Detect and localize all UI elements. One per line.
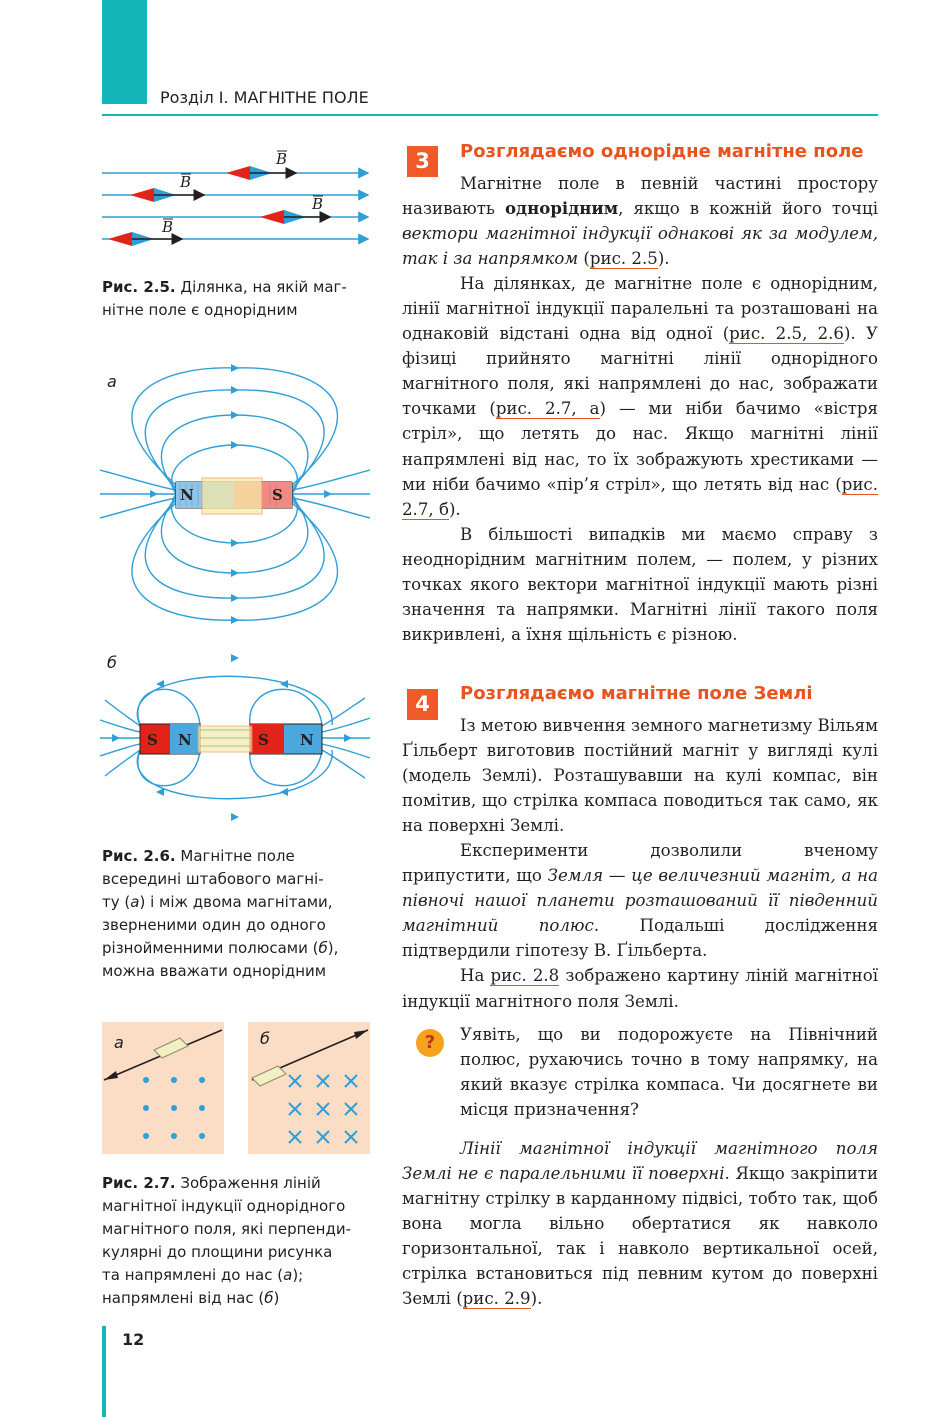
- figure-label-b: б: [260, 1029, 270, 1048]
- pole-label-n: N: [300, 731, 314, 749]
- paragraph: На рис. 2.8 зображено картину ліній магнітної індукції магнітного поля Землі.: [402, 966, 879, 1011]
- pole-label-s: S: [258, 731, 269, 749]
- pole-label-n: N: [178, 731, 192, 749]
- question-icon: ?: [416, 1029, 444, 1057]
- section-4-body: [402, 713, 878, 1014]
- section-3-title: Розглядаємо однорідне магнітне поле: [460, 141, 864, 162]
- caption-number: Рис. 2.5.: [102, 278, 176, 296]
- caption-number: Рис. 2.6.: [102, 847, 176, 865]
- figure-2-7-caption: Рис. 2.7. Зображення ліній магнітної індукції однорідного магнітного поля, які перпенди- кулярні до площини рисунка та напрямлені до нас (а); напрямлені від нас (б): [102, 1174, 351, 1307]
- figure-2-5-caption: Рис. 2.5. Ділянка, на якій маг- нітне поле є однорідним: [102, 278, 347, 319]
- vector-label: B: [162, 218, 174, 236]
- caption-number: Рис. 2.7.: [102, 1174, 176, 1192]
- figure-2-7: [102, 1022, 372, 1154]
- paragraph: Магнітне поле в певній частині простору називають однорідним, якщо в кожній його точці вектори магнітної індукції однакові як за модулем, так і за напрямком (рис. 2.5).: [402, 174, 879, 269]
- section-3-body: [402, 171, 878, 647]
- section-4-title: Розглядаємо магнітне поле Землі: [460, 683, 813, 704]
- pole-label-s: S: [272, 486, 283, 504]
- figure-label-a: а: [114, 1033, 124, 1052]
- section-4-number: 4: [407, 689, 438, 720]
- paragraph: Із метою вивчення земного магнетизму Вільям Ґільберт виготовив постійний магніт у вигляді кулі (модель Землі). Розташувавши на кулі компас, він помітив, що стрілка компаса поводиться так само, як на поверхні Землі.: [402, 716, 878, 836]
- compass-needle-2: [130, 188, 204, 202]
- figure-reference-link[interactable]: рис. 2.5: [589, 249, 658, 269]
- chapter-header: Розділ І. МАГНІТНЕ ПОЛЕ: [160, 88, 369, 107]
- figure-label-a: а: [107, 372, 117, 391]
- figure-2-6-caption: Рис. 2.6. Магнітне поле всередині штабового магні- ту (а) і між двома магнітами, зверненими один до одного різнойменними полюсами (б), можна вважати однорідним: [102, 847, 339, 980]
- header-rule: [102, 114, 878, 116]
- compass-needle-1: [226, 166, 296, 180]
- paragraph: В більшості випадків ми маємо справу з неоднорідним магнітним полем, — полем, у різних точках якого вектори магнітної індукції мають різні значення та напрямки. Магнітні лінії такого поля викривлені, а їхня щільність є різною.: [402, 524, 878, 644]
- figure-label-b: б: [107, 653, 117, 672]
- vector-label: B: [312, 195, 324, 213]
- figure-reference-link[interactable]: рис. 2.7, б: [402, 474, 878, 519]
- page-number-bar: [102, 1326, 106, 1417]
- paragraph: Лінії магнітної індукції магнітного поля Землі не є паралельними її поверхні. Якщо закріпити магнітну стрілку в карданному підвісі, тобто так, щоб вона могла вільно обертатися як навколо горизонтальної, так і навколо вертикальної осей, стрілка встановиться під певним кутом до поверхні Землі (рис. 2.9).: [402, 1139, 878, 1309]
- section-4-body-continued: [402, 1136, 878, 1311]
- figure-2-6b: [100, 640, 370, 835]
- figure-2-6a: [100, 360, 370, 630]
- figure-reference-link[interactable]: рис. 2.5, 2.6: [729, 324, 844, 344]
- vector-label: B: [180, 173, 192, 191]
- figure-reference-link[interactable]: рис. 2.7, а: [495, 399, 600, 419]
- figure-reference-link[interactable]: рис. 2.8: [490, 966, 560, 986]
- pole-label-n: N: [180, 486, 194, 504]
- figure-reference-link[interactable]: рис. 2.9: [462, 1289, 531, 1309]
- paragraph: Експерименти дозволили вченому припустити, що Земля — це величезний магніт, а на півночі нашої планети розташований її південний магнітний полюс. Подальші дослідження підтвердили гіпотезу В. Ґільберта.: [402, 841, 878, 961]
- vector-label: B: [276, 150, 288, 168]
- question-block: [460, 1022, 878, 1122]
- header-accent-block: [102, 0, 147, 104]
- question-text: Уявіть, що ви подорожуєте на Північний полюс, рухаючись точно в тому напрямку, на який вказує стрілка компаса. Чи досягнете ви місця призначення?: [460, 1025, 878, 1120]
- figure-2-5: [100, 140, 372, 255]
- paragraph: На ділянках, де магнітне поле є однорідним, лінії магнітної індукції паралельні та розташовані на однаковій відстані одна від одної (рис. 2.5, 2.6). У фізиці прийнято магнітні лінії однорідного магнітного поля, які напрямлені до нас, зображати точками (рис. 2.7, а) — ми ніби бачимо «вістря стріл», що летять до нас. Якщо магнітні лінії напрямлені від нас, то їх зображують хрестиками — ми ніби бачимо «пір’я стріл», що летять від нас (рис. 2.7, б).: [402, 274, 878, 519]
- section-3-number: 3: [407, 146, 438, 177]
- page-number: 12: [122, 1330, 145, 1349]
- pole-label-s: S: [147, 731, 158, 749]
